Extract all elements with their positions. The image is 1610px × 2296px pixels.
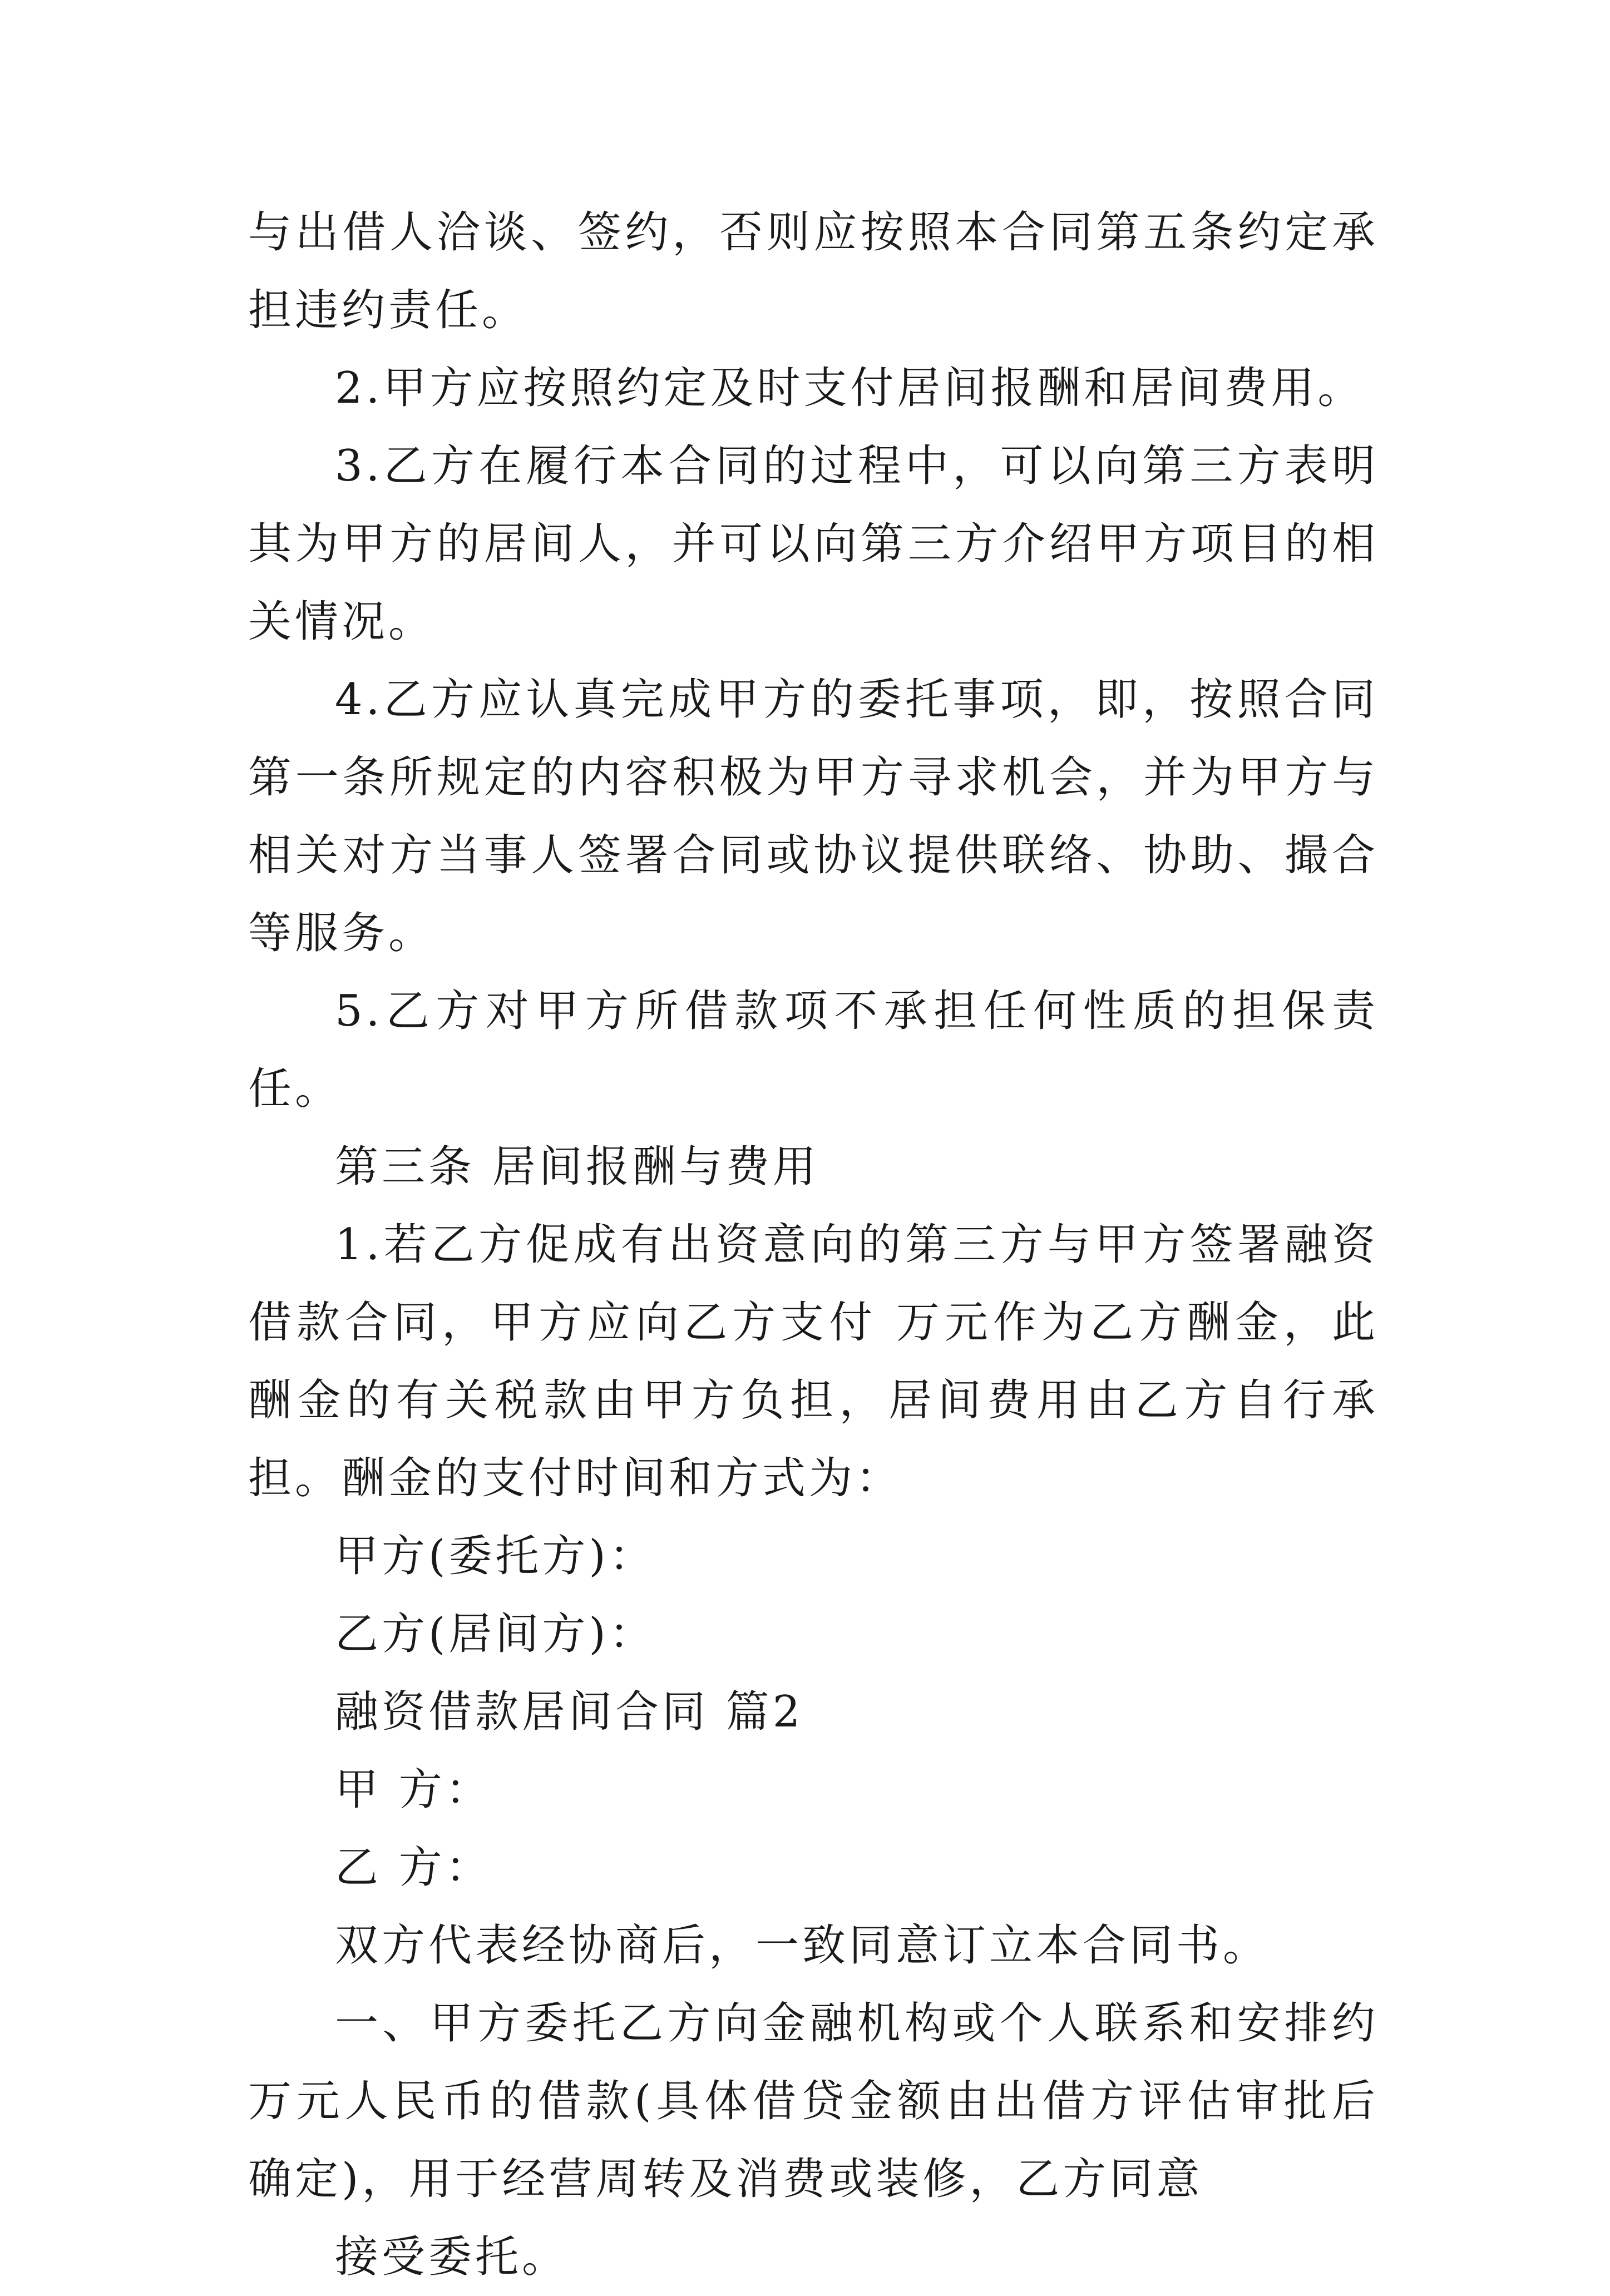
clause-1-continuation: 接受委托。 [335, 2232, 569, 2282]
party-b-signature-line: 乙方(居间方)： [335, 1609, 656, 1659]
party-a-line: 甲 方： [335, 1765, 492, 1815]
paragraph-item-4: 4.乙方应认真完成甲方的委托事项，即，按照合同第一条所规定的内容积极为甲方寻求机会，并为甲方与相关对方当事人签署合同或协议提供联络、协助、撮合等服务。 [248, 675, 1379, 958]
paragraph-article-3-item-1: 1.若乙方促成有出资意向的第三方与甲方签署融资借款合同，甲方应向乙方支付 万元作为乙方酬金，此酬金的有关税款由甲方负担，居间费用由乙方自行承担。酬金的支付时间和方式为： [248, 1220, 1379, 1503]
clause-1: 一、甲方委托乙方向金融机构或个人联系和安排约 万元人民币的借款(具体借贷金额由出借方评估审批后确定)，用于经营周转及消费或装修，乙方同意 [248, 1998, 1379, 2204]
agreement-statement: 双方代表经协商后，一致同意订立本合同书。 [335, 1921, 1270, 1971]
document-body [248, 194, 1379, 2296]
paragraph-item-3: 3.乙方在履行本合同的过程中，可以向第三方表明其为甲方的居间人，并可以向第三方介绍甲方项目的相关情况。 [248, 441, 1379, 647]
party-b-line: 乙 方： [335, 1843, 492, 1893]
section-title: 融资借款居间合同 篇2 [335, 1687, 804, 1737]
article-3-heading: 第三条 居间报酬与费用 [335, 1142, 819, 1192]
paragraph-item-5: 5.乙方对甲方所借款项不承担任何性质的担保责任。 [248, 986, 1379, 1114]
paragraph-item-2: 2.甲方应按照约定及时支付居间报酬和居间费用。 [335, 363, 1365, 413]
party-a-signature-line: 甲方(委托方)： [335, 1531, 656, 1581]
paragraph-continuation: 与出借人洽谈、签约，否则应按照本合同第五条约定承担违约责任。 [248, 207, 1379, 335]
